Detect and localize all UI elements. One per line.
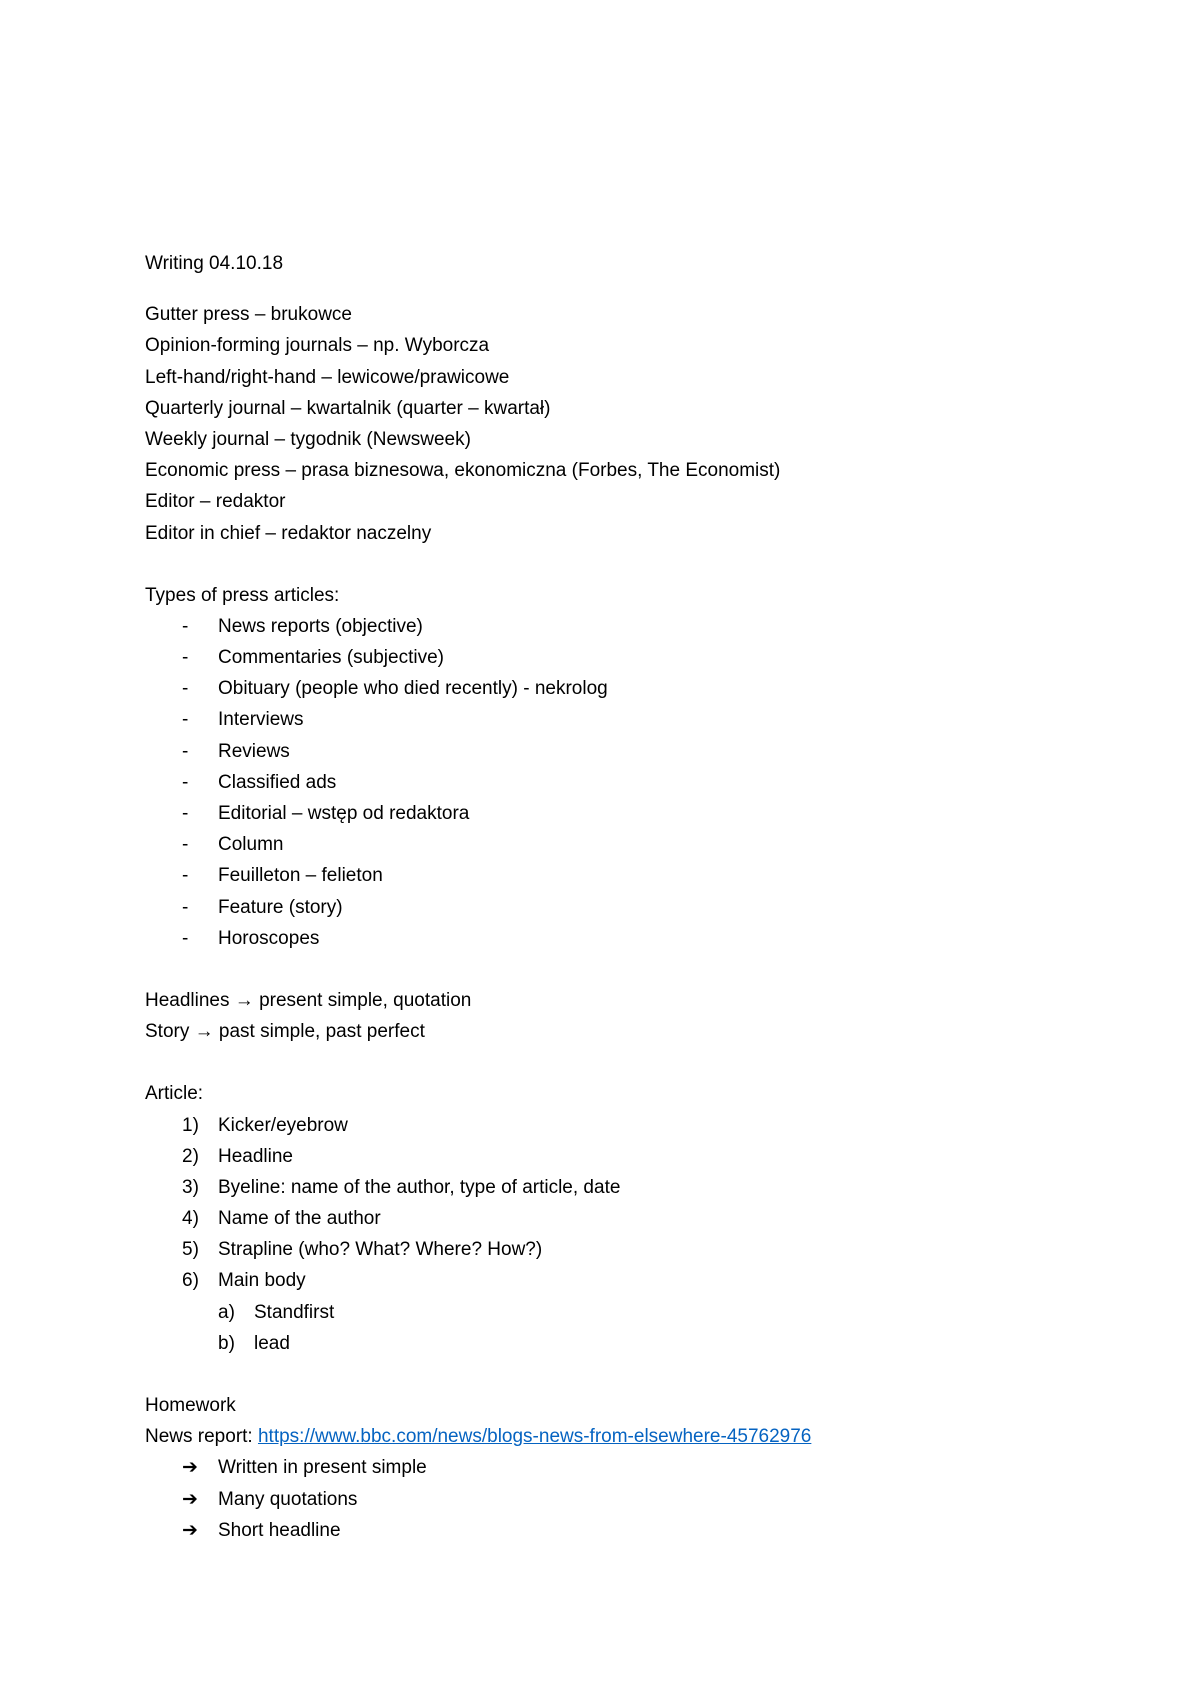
list-letter: a) — [218, 1301, 235, 1323]
vocabulary-line: Editor in chief – redaktor naczelny — [145, 522, 432, 544]
list-item — [145, 611, 1105, 642]
spacer — [145, 1047, 1105, 1078]
dash-bullet: - — [182, 740, 189, 762]
list-item — [145, 1484, 1105, 1515]
vocabulary-line: Gutter press – brukowce — [145, 304, 352, 326]
list-item-text: Feature (story) — [218, 896, 343, 918]
story-tense: past simple, past perfect — [218, 1021, 425, 1043]
list-item-text: Horoscopes — [218, 927, 320, 949]
types-heading: Types of press articles: — [145, 584, 340, 606]
homework-heading: Homework — [145, 1395, 236, 1416]
vocabulary-line: Weekly journal – tygodnik (Newsweek) — [145, 428, 471, 450]
bbc-article-link[interactable]: https://www.bbc.com/news/blogs-news-from-elsewhere-45762976 — [257, 1426, 812, 1448]
arrow-right-icon: → — [234, 989, 254, 1011]
vocabulary-list — [145, 299, 1105, 549]
list-item-text: Headline — [218, 1145, 293, 1167]
article-section — [145, 1078, 1105, 1359]
spacer — [145, 1359, 1105, 1390]
list-item — [145, 1265, 1105, 1296]
list-item — [145, 642, 1105, 673]
spacer — [145, 954, 1105, 985]
types-section — [145, 580, 1105, 954]
spacer — [145, 549, 1105, 580]
dash-bullet: - — [182, 927, 189, 949]
list-item — [145, 1172, 1105, 1203]
list-item — [145, 704, 1105, 735]
list-item — [145, 860, 1105, 891]
list-item-text: Strapline (who? What? Where? How?) — [218, 1239, 543, 1261]
dash-bullet: - — [182, 771, 189, 793]
vocabulary-line: Economic press – prasa biznesowa, ekonomiczna (Forbes, The Economist) — [145, 460, 781, 482]
list-number: 1) — [182, 1114, 199, 1136]
arrow-right-icon: → — [194, 1021, 214, 1043]
dash-bullet: - — [182, 896, 189, 918]
vocabulary-line: Left-hand/right-hand – lewicowe/prawicowe — [145, 366, 510, 388]
list-item-text: Editorial – wstęp od redaktora — [218, 803, 470, 824]
list-item-text: Short headline — [218, 1519, 341, 1541]
list-number: 3) — [182, 1176, 199, 1198]
arrow-bullet-icon: ➔ — [182, 1457, 198, 1479]
document-title: Writing 04.10.18 — [145, 253, 284, 274]
list-item-text: Column — [218, 834, 284, 856]
vocabulary-line: Quarterly journal – kwartalnik (quarter – kwartał) — [145, 397, 551, 419]
list-item-text: Feuilleton – felieton — [218, 865, 383, 887]
sub-list-item — [145, 1297, 1105, 1328]
dash-bullet: - — [182, 615, 189, 637]
list-item — [145, 1141, 1105, 1172]
list-letter: b) — [218, 1332, 235, 1354]
list-item — [145, 673, 1105, 704]
list-item — [145, 892, 1105, 923]
story-line — [145, 1016, 1105, 1047]
list-item — [145, 829, 1105, 860]
list-item — [145, 1203, 1105, 1234]
list-item-text: Byeline: name of the author, type of article, date — [218, 1176, 621, 1198]
list-number: 5) — [182, 1239, 199, 1261]
list-item-text: lead — [254, 1332, 290, 1354]
list-item-text: Main body — [218, 1270, 306, 1292]
list-item-text: Many quotations — [218, 1488, 358, 1510]
list-number: 4) — [182, 1208, 199, 1230]
dash-bullet: - — [182, 834, 189, 856]
dash-bullet: - — [182, 709, 189, 731]
list-number: 6) — [182, 1270, 199, 1292]
vocabulary-line: Opinion-forming journals – np. Wyborcza — [145, 335, 490, 357]
list-item — [145, 1515, 1105, 1546]
dash-bullet: - — [182, 865, 189, 887]
article-heading: Article: — [145, 1083, 204, 1105]
headlines-tense: present simple, quotation — [259, 989, 472, 1011]
homework-section — [145, 1390, 1105, 1546]
list-item — [145, 923, 1105, 954]
list-item — [145, 767, 1105, 798]
list-item-text: Obituary (people who died recently) - nekrolog — [218, 678, 608, 700]
dash-bullet: - — [182, 678, 189, 700]
list-item-text: Interviews — [218, 709, 304, 731]
list-item — [145, 798, 1105, 829]
news-report-line — [145, 1421, 1105, 1452]
list-item — [145, 1234, 1105, 1265]
spacer — [145, 279, 1105, 299]
vocabulary-line: Editor – redaktor — [145, 491, 286, 513]
news-report-label: News report: — [145, 1426, 258, 1448]
list-item-text: Commentaries (subjective) — [218, 647, 444, 669]
headlines-line — [145, 985, 1105, 1016]
list-item-text: Kicker/eyebrow — [218, 1114, 348, 1136]
list-item-text: Standfirst — [254, 1301, 335, 1323]
list-item-text: Classified ads — [218, 771, 337, 793]
list-item — [145, 1110, 1105, 1141]
list-item-text: Name of the author — [218, 1208, 381, 1230]
document-body — [145, 248, 1105, 1546]
dash-bullet: - — [182, 647, 189, 669]
dash-bullet: - — [182, 803, 189, 824]
tenses-section — [145, 985, 1105, 1047]
list-item — [145, 736, 1105, 767]
story-label: Story — [145, 1021, 190, 1043]
sub-list-item — [145, 1328, 1105, 1359]
list-item-text: Reviews — [218, 740, 290, 762]
list-number: 2) — [182, 1145, 199, 1167]
arrow-bullet-icon: ➔ — [182, 1519, 198, 1541]
list-item-text: News reports (objective) — [218, 615, 423, 637]
list-item-text: Written in present simple — [218, 1457, 427, 1479]
headlines-label: Headlines — [145, 989, 230, 1011]
arrow-bullet-icon: ➔ — [182, 1488, 198, 1510]
list-item — [145, 1452, 1105, 1483]
